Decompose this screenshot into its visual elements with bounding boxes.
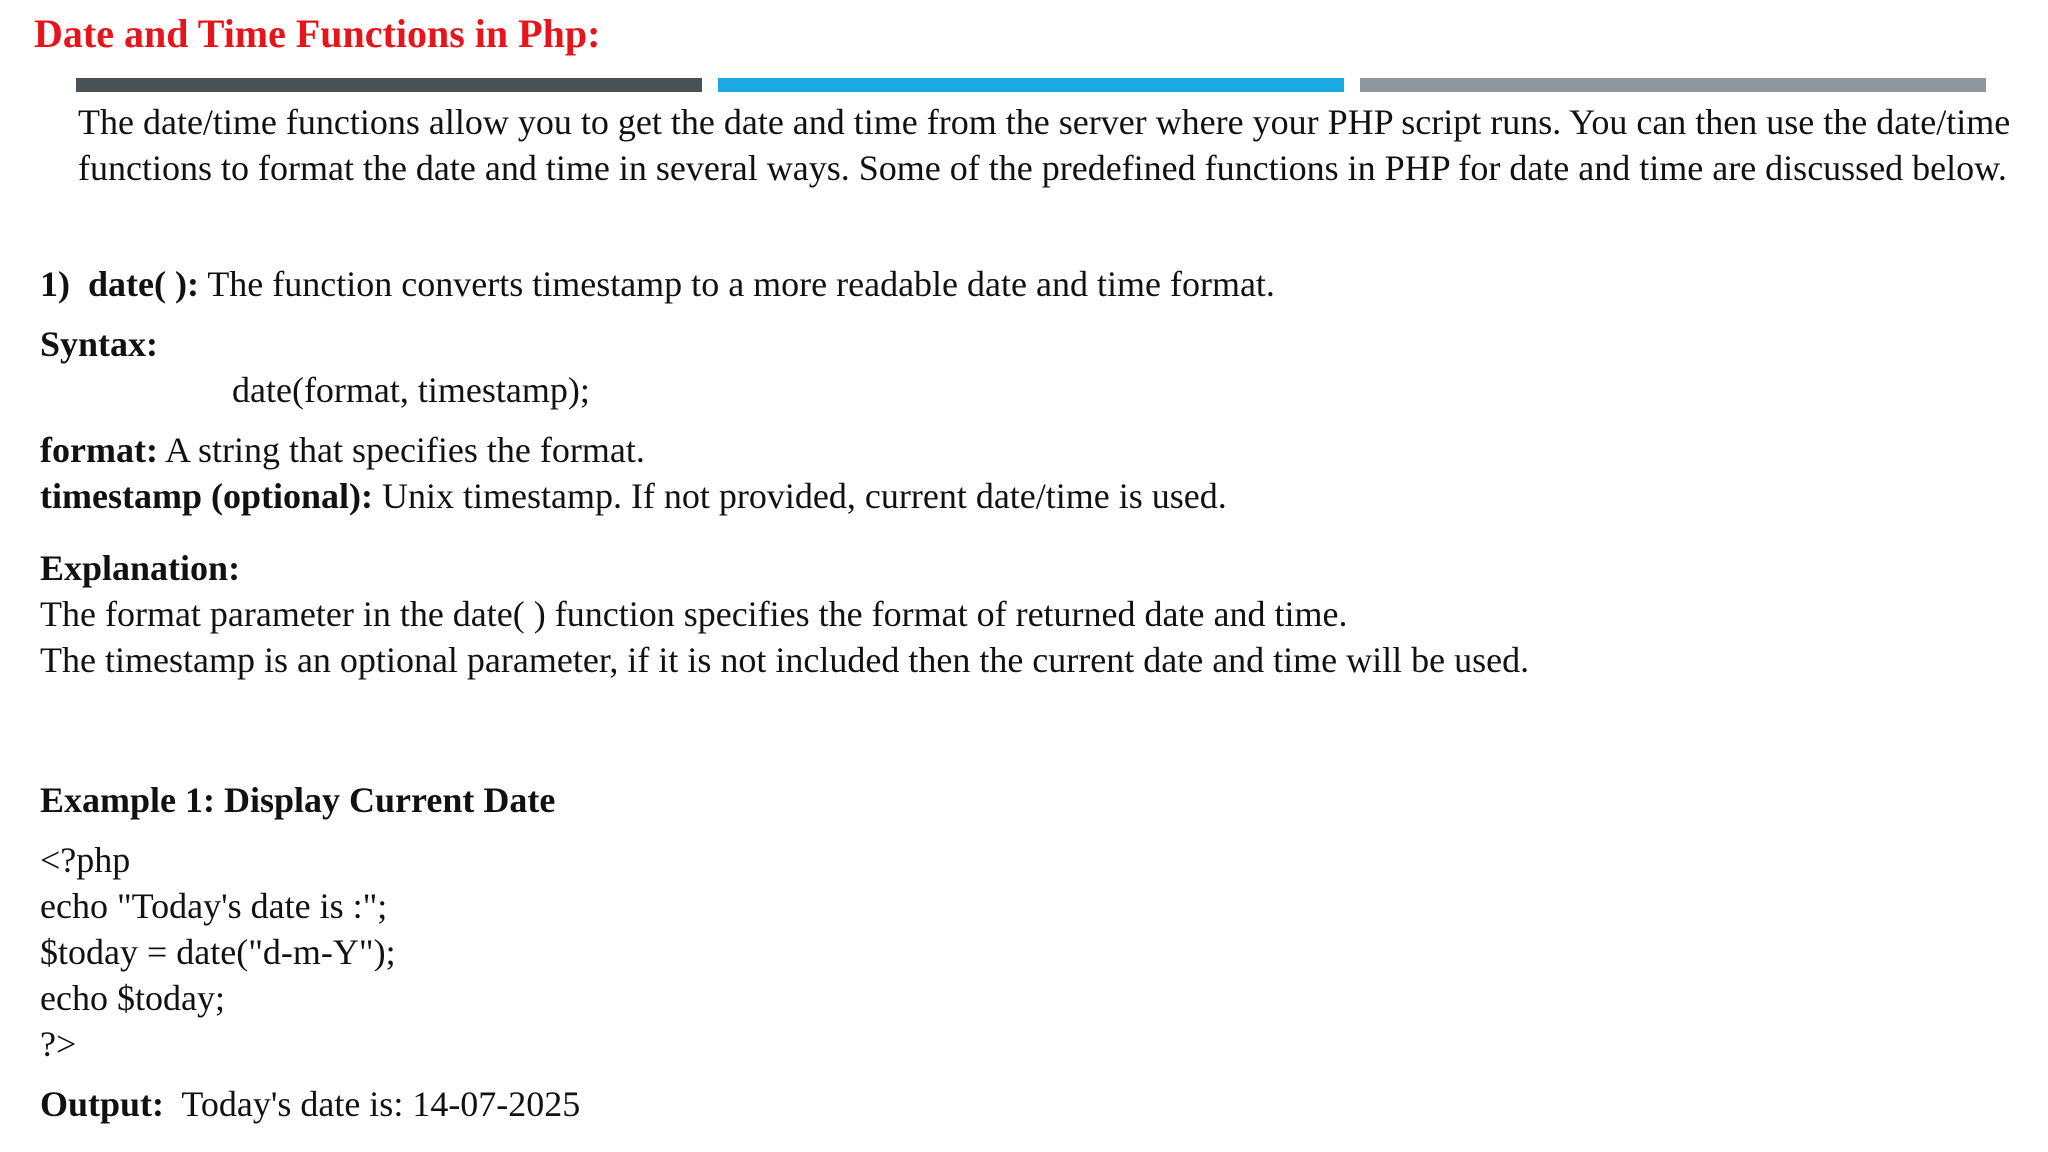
param-text: A string that specifies the format. xyxy=(164,430,645,470)
divider-dark xyxy=(76,78,702,92)
section-function-name: date( ): xyxy=(88,264,199,304)
output-value: Today's date is: 14-07-2025 xyxy=(181,1084,581,1124)
param-name: format: xyxy=(40,430,158,470)
example-heading: Example 1: Display Current Date xyxy=(40,780,556,820)
code-line: echo "Today's date is :"; xyxy=(40,886,388,926)
syntax-code: date(format, timestamp); xyxy=(232,370,590,410)
explanation-line: The timestamp is an optional parameter, if it is not included then the current date and time will be used. xyxy=(40,640,1530,680)
param-format xyxy=(40,428,645,472)
code-line: ?> xyxy=(40,1024,77,1064)
explanation-label: Explanation: xyxy=(40,548,241,588)
section-description: The function converts timestamp to a more readable date and time format. xyxy=(207,264,1275,304)
code-line: echo $today; xyxy=(40,978,225,1018)
output-label: Output: xyxy=(40,1084,165,1124)
param-text: Unix timestamp. If not provided, current date/time is used. xyxy=(381,476,1227,516)
syntax-label: Syntax: xyxy=(40,324,159,364)
section-number: 1) xyxy=(40,264,70,304)
section-date-heading xyxy=(40,262,1275,306)
intro-paragraph: The date/time functions allow you to get the date and time from the server where your PHP script runs. You can then use the date/time functions to format the date and time in several ways. Some of the predefined functions in PHP for date and time are discussed below. xyxy=(78,102,2011,188)
explanation-line: The format parameter in the date( ) function specifies the format of returned date and time. xyxy=(40,594,1348,634)
param-timestamp xyxy=(40,474,1227,518)
page-title: Date and Time Functions in Php: xyxy=(34,11,601,56)
param-name: timestamp (optional): xyxy=(40,476,373,516)
output-line xyxy=(40,1082,580,1126)
divider-gray xyxy=(1360,78,1986,92)
divider-blue xyxy=(718,78,1344,92)
code-line: $today = date("d-m-Y"); xyxy=(40,932,396,972)
code-line: <?php xyxy=(40,840,131,880)
